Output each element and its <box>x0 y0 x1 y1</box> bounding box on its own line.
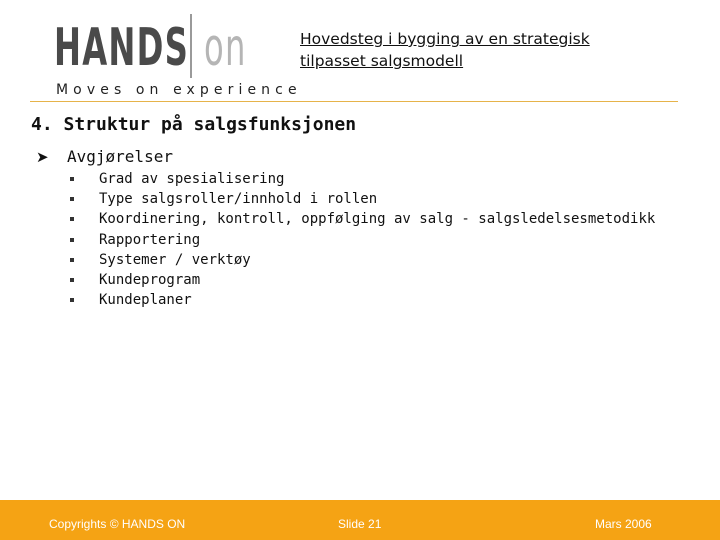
hands-on-logo <box>54 12 274 80</box>
footer-copyright: Copyrights © HANDS ON <box>49 517 186 531</box>
logo-separator <box>190 14 192 78</box>
footer-slide-number: Slide 21 <box>338 517 382 531</box>
header-title-link[interactable]: Hovedsteg i bygging av en strategisk tilpasset salgsmodell <box>300 30 590 70</box>
square-bullet-icon <box>70 278 74 282</box>
list-item-text: Grad av spesialisering <box>99 171 285 187</box>
header-divider <box>30 101 678 102</box>
bullet-text: Avgjørelser <box>67 147 173 166</box>
slide-heading: 4. Struktur på salgsfunksjonen <box>31 114 357 135</box>
list-item-text: Rapportering <box>99 231 201 248</box>
list-item-text: Kundeplaner <box>99 292 192 309</box>
square-bullet-icon <box>70 217 74 221</box>
square-bullet-icon <box>70 197 74 201</box>
tagline: Moves on experience <box>56 82 302 98</box>
footer-date: Mars 2006 <box>595 517 652 531</box>
logo-hands-text: HANDS <box>54 18 190 78</box>
square-bullet-icon <box>70 258 74 262</box>
arrow-bullet-icon: ➤ <box>36 148 49 166</box>
square-bullet-icon <box>70 298 74 302</box>
logo-on-text: on <box>204 18 247 78</box>
list-item-text: Koordinering, kontroll, oppfølging av salg - salgsledelsesmetodikk <box>99 211 656 228</box>
footer-bar <box>0 500 720 540</box>
list-item-text: Systemer / verktøy <box>99 251 251 268</box>
list-item-text: Type salgsroller/innhold i rollen <box>99 191 378 208</box>
list-item-text: Kundeprogram <box>99 271 201 288</box>
square-bullet-icon <box>70 177 74 181</box>
square-bullet-icon <box>70 238 74 242</box>
